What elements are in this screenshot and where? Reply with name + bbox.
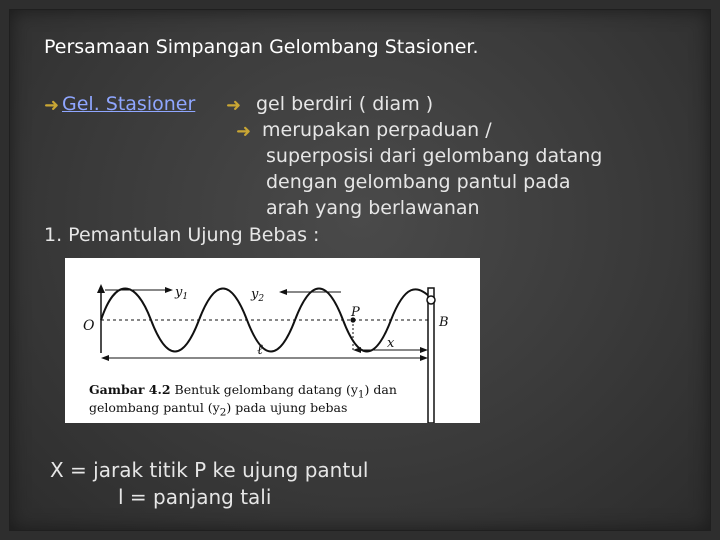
arrowhead	[420, 347, 428, 353]
arrow-right-icon: ➜	[226, 95, 242, 116]
arrowhead	[279, 289, 287, 295]
figure-caption-line1: Gambar 4.2 Bentuk gelombang datang $(y_1)$ dan	[89, 382, 397, 401]
arrow-right-icon: ➜	[236, 121, 252, 142]
axis-arrowhead	[97, 284, 105, 293]
label-p: P	[351, 305, 360, 320]
arrowhead	[420, 355, 428, 361]
slide-title: Persamaan Simpangan Gelombang Stasioner.	[44, 36, 479, 58]
definition-line: dengan gelombang pantul pada	[266, 171, 571, 193]
figure-caption-line2: gelombang pantul $(y_2)$ pada ujung bebas	[89, 400, 348, 419]
label-y1: $y_1$	[175, 285, 189, 302]
arrow-right-icon: ➜	[44, 95, 60, 116]
label-length: ℓ	[257, 342, 263, 358]
arrowhead	[165, 287, 173, 293]
end-rod	[428, 288, 434, 423]
label-b: B	[439, 315, 449, 330]
label-origin: O	[83, 318, 95, 334]
label-x: x	[387, 336, 395, 351]
definition-line: arah yang berlawanan	[266, 197, 480, 219]
note-x: X = jarak titik P ke ujung pantul	[50, 458, 369, 482]
section-heading: 1. Pemantulan Ujung Bebas :	[44, 224, 320, 246]
wave-figure	[65, 258, 480, 423]
arrowhead	[353, 347, 361, 353]
label-y2: $y_2$	[251, 287, 265, 304]
wave-curve	[101, 289, 431, 352]
note-l: l = panjang tali	[118, 485, 272, 509]
definition-line: superposisi dari gelombang datang	[266, 145, 603, 167]
term-link[interactable]: Gel. Stasioner	[62, 93, 196, 115]
arrowhead	[101, 355, 109, 361]
definition-line: gel berdiri ( diam )	[256, 93, 434, 115]
free-end-ring	[427, 296, 435, 304]
definition-line: merupakan perpaduan /	[262, 119, 492, 141]
